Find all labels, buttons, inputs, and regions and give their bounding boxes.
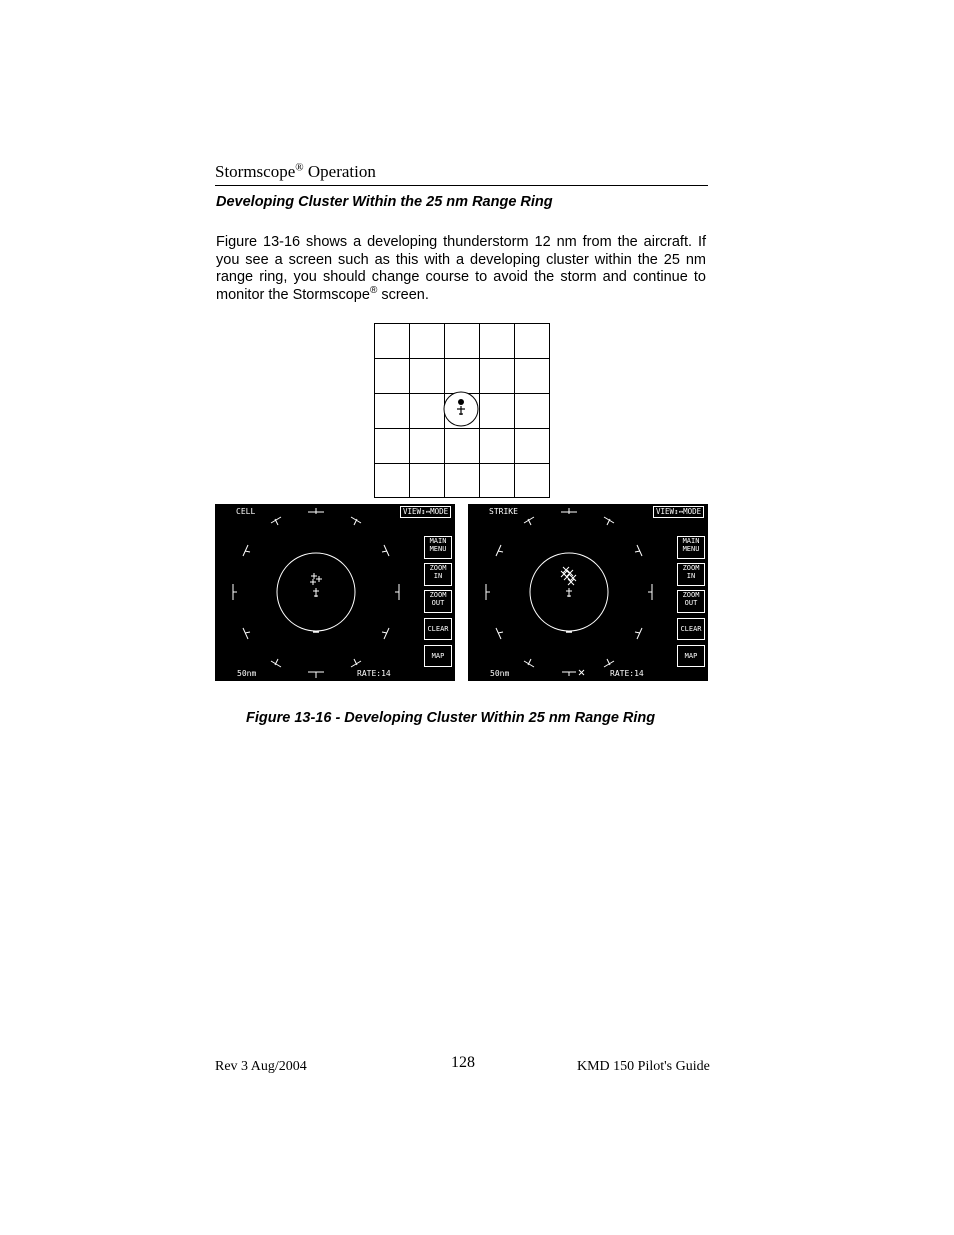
zoom-out-button[interactable] [677,590,705,613]
display-mode-label: CELL [236,507,256,516]
cell-radar-graphic [215,504,455,681]
aircraft-icon [313,588,319,597]
footer-revision: Rev 3 Aug/2004 [215,1059,307,1074]
cell-cluster [310,573,322,585]
zoom-in-button[interactable] [424,563,452,586]
button-label: ZOOM [682,591,700,599]
map-button[interactable]: MAP [677,645,705,667]
zoom-out-button[interactable] [424,590,452,613]
zoom-in-button[interactable] [677,563,705,586]
button-label: ZOOM [682,564,700,572]
running-head-title [215,162,376,181]
running-head [215,161,708,186]
registered-mark: ® [369,284,378,296]
button-label: MAIN [682,537,700,545]
main-menu-button[interactable] [424,536,452,559]
button-label: ZOOM [429,591,447,599]
map-button[interactable]: MAP [424,645,452,667]
button-label: ZOOM [429,564,447,572]
running-head-rest: Operation [303,162,376,181]
display-mode-label: STRIKE [489,507,518,516]
strike-cluster [561,567,576,585]
grid-diagram [374,323,550,499]
rate-label: RATE:14 [610,669,644,678]
button-label: IN [686,572,696,580]
rate-label: RATE:14 [357,669,391,678]
range-label: 50nm [490,669,510,678]
footer-guide-title: KMD 150 Pilot's Guide [577,1059,710,1074]
button-label: MAIN [429,537,447,545]
cell-display [215,504,455,681]
page-number: 128 [451,1054,475,1071]
strike-radar-graphic [468,504,708,681]
range-label: 50nm [237,669,257,678]
button-label: OUT [684,599,698,607]
figure-caption: Figure 13-16 - Developing Cluster Within 25 nm Range Ring [246,710,656,726]
clear-button[interactable]: CLEAR [424,618,452,640]
paragraph-text: Figure 13-16 shows a developing thunderstorm 12 nm from the aircraft. If you see a screen such as this with a developing cluster within the 25 nm range ring, you should change course to avoid the storm and continue to monitor the Stormscope [216,234,706,303]
button-label: IN [433,572,443,580]
aircraft-icon [566,588,572,597]
button-label: OUT [431,599,445,607]
paragraph-text-end: screen. [377,286,429,303]
view-mode-button[interactable]: VIEW↕↔MODE [653,506,704,518]
strike-display [468,504,708,681]
storm-dot [458,399,464,405]
clear-button[interactable]: CLEAR [677,618,705,640]
button-label: MENU [429,545,447,553]
section-title: Developing Cluster Within the 25 nm Range Ring [216,194,553,210]
button-label: MENU [682,545,700,553]
body-paragraph [216,234,706,304]
registered-mark: ® [295,161,304,174]
running-head-brand: Stormscope [215,162,296,181]
view-mode-button[interactable]: VIEW↕↔MODE [400,506,451,518]
main-menu-button[interactable] [677,536,705,559]
